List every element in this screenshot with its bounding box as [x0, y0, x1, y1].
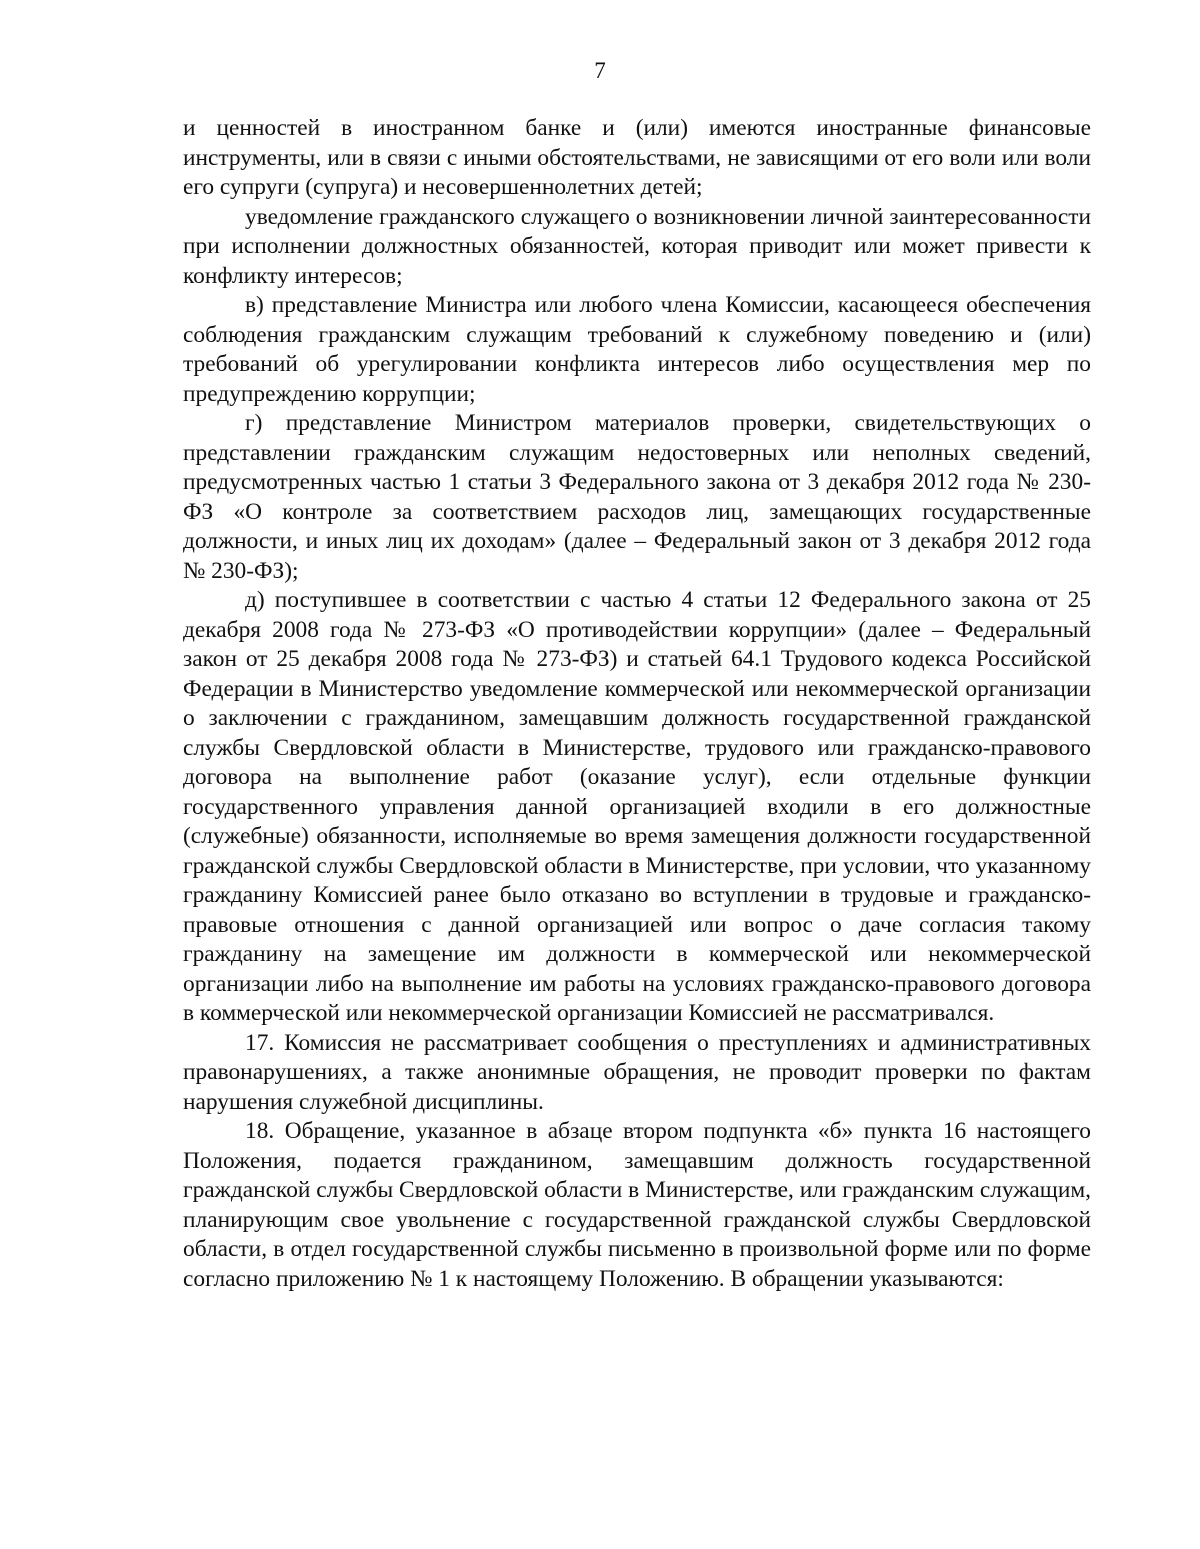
document-body — [183, 114, 1091, 1294]
paragraph-item-v: в) представление Министра или любого члена Комиссии, касающееся обеспечения соблюдения гражданским служащим требований к служебному поведению и (или) требований об урегулировании конфликта интересов либо осуществления мер по предупреждению коррупции; — [183, 292, 1091, 407]
paragraph-clause-18: 18. Обращение, указанное в абзаце втором подпункта «б» пункта 16 настоящего Положения, подается гражданином, замещавшим должность государственной гражданской службы Свердловской области в Министерстве, или гражданским служащим, планирующим свое увольнение с государственной гражданской службы Свердловской области, в отдел государственной службы письменно в произвольной форме или по форме согласно приложению № 1 к настоящему Положению. В обращении указываются: — [183, 1118, 1091, 1292]
paragraph-continuation: и ценностей в иностранном банке и (или) имеются иностранные финансовые инструменты, или в связи с иными обстоятельствами, не зависящими от его воли или воли его супруги (супруга) и несовершеннолетних детей; — [183, 115, 1091, 200]
paragraph-item-g: г) представление Министром материалов проверки, свидетельствующих о представлении гражданским служащим недостоверных или неполных сведений, предусмотренных частью 1 статьи 3 Федерального закона от 3 декабря 2012 года № 230-ФЗ «О контроле за соответствием расходов лиц, замещающих государственные должности, и иных лиц их доходам» (далее – Федеральный закон от 3 декабря 2012 года № 230-ФЗ); — [183, 410, 1091, 584]
paragraph-item-d: д) поступившее в соответствии с частью 4 статьи 12 Федерального закона от 25 декабря 2008 года № 273-ФЗ «О противодействии коррупции» (далее – Федеральный закон от 25 декабря 2008 года № 273-ФЗ) и статьей 64.1 Трудового кодекса Российской Федерации в Министерство уведомление коммерческой или некоммерческой организации о заключении с гражданином, замещавшим должность государственной гражданской службы Свердловской области в Министерстве, трудового или гражданско-правового договора на выполнение работ (оказание услуг), если отдельные функции государственного управления данной организацией входили в его должностные (служебные) обязанности, исполняемые во время замещения должности государственной гражданской службы Свердловской области в Министерстве, при условии, что указанному гражданину Комиссией ранее было отказано во вступлении в трудовые и гражданско-правовые отношения с данной организацией или вопрос о даче согласия такому гражданину на замещение им должности в коммерческой или некоммерческой организации либо на выполнение им работы на условиях гражданско-правового договора в коммерческой или некоммерческой организации Комиссией не рассматривался. — [183, 587, 1091, 1026]
paragraph-clause-17: 17. Комиссия не рассматривает сообщения о преступлениях и административных правонарушениях, а также анонимные обращения, не проводит проверки по фактам нарушения служебной дисциплины. — [183, 1029, 1091, 1115]
page-number: 7 — [594, 58, 606, 83]
paragraph-conflict-notice: уведомление гражданского служащего о возникновении личной заинтересованности при исполнении должностных обязанностей, которая приводит или может привести к конфликту интересов; — [183, 203, 1091, 289]
